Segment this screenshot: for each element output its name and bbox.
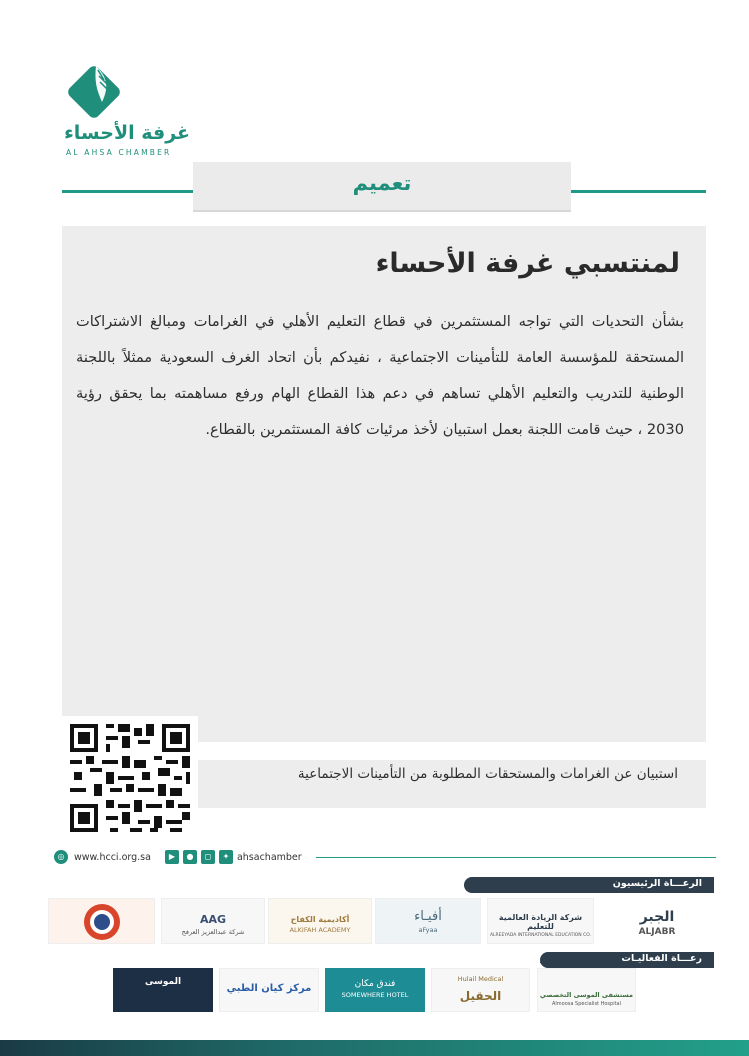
sponsor-name: شركة الريادة العالمية للتعليم <box>498 913 583 931</box>
logo-english-text: AL AHSA CHAMBER <box>66 148 172 157</box>
sponsor-name: AAG <box>199 913 227 926</box>
sponsor-sub: شركة عبدالعزيز العرفج <box>181 928 245 936</box>
circular-title-box <box>193 162 571 212</box>
circular-title: تعميم <box>352 171 412 195</box>
sponsor-sub: ALJABR <box>638 927 676 937</box>
event-sponsor-almousa <box>113 968 213 1012</box>
sponsor-name: أكاديمية الكفاح <box>290 915 350 924</box>
event-sponsor-kayan <box>219 968 319 1012</box>
sponsor-sub: SOMEWHERE HOTEL <box>341 991 409 999</box>
header-rule-left <box>62 190 194 193</box>
event-sponsor-almoosa <box>537 968 636 1012</box>
sponsor-name: فندق مكان <box>354 979 396 989</box>
social-handle[interactable]: ahsachamber <box>236 851 302 863</box>
sponsor-name: أفيـاء <box>414 909 442 924</box>
contact-divider <box>316 857 716 858</box>
instagram-icon[interactable]: ◻ <box>201 850 215 864</box>
survey-caption-box <box>198 760 706 808</box>
emblem-logo-icon <box>82 902 122 942</box>
sponsor-name: مركز كيان الطبي <box>226 983 312 994</box>
sponsor-name: الموسى <box>144 977 182 987</box>
sponsor-tile-afyaa <box>375 898 481 944</box>
sponsor-name: مستشفى الموسى التخصصي <box>539 991 634 999</box>
survey-qr-code[interactable] <box>62 716 198 840</box>
sponsor-sub: aFyaa <box>418 926 438 934</box>
sponsor-tile-aag <box>161 898 265 944</box>
globe-icon: ◎ <box>54 850 68 864</box>
event-sponsors-label: رعـــاة الفعاليـات <box>621 953 702 964</box>
sponsor-sub: ALKIFAH ACADEMY <box>289 926 351 934</box>
website-link[interactable]: www.hcci.org.sa <box>74 851 151 863</box>
qr-code-icon <box>66 720 194 836</box>
sponsor-name: الجبر <box>639 909 675 925</box>
palm-leaf-icon <box>66 62 126 122</box>
event-sponsor-somewhere <box>325 968 425 1012</box>
sponsor-tile-emblem <box>48 898 155 944</box>
sponsor-tile-alkifah <box>268 898 372 944</box>
twitter-icon[interactable]: ✦ <box>219 850 233 864</box>
youtube-icon[interactable]: ▶ <box>165 850 179 864</box>
announcement-body: بشأن التحديات التي تواجه المستثمرين في قطاع التعليم الأهلي في الغرامات ومبالغ الاشتراكات المستحقة للمؤسسة العامة للتأمينات الاجتماعية ، نفيدكم بأن اتحاد الغرف السعودية ممثلاً باللجنة الوطنية للتدريب والتعليم الأهلي تساهم في دعم هذا القطاع الهام ورفع مساهمته بما يحقق رؤية 2030 ، حيث قامت اللجنة بعمل استبيان لأخذ مرئيات كافة المستثمرين بالقطاع. <box>76 313 684 438</box>
event-sponsor-hulail <box>431 968 530 1012</box>
sponsor-tile-alreeyada <box>487 898 594 944</box>
contact-bar <box>54 848 302 866</box>
announcement-card <box>62 226 706 742</box>
sponsor-sub: Almoosa Specialist Hospital <box>551 1001 622 1007</box>
announcement-heading: لمنتسبي غرفة الأحساء <box>375 248 680 279</box>
sponsor-tile-aljabr <box>600 898 714 944</box>
survey-caption: استبيان عن الغرامات والمستحقات المطلوبة من التأمينات الاجتماعية <box>297 766 678 782</box>
sponsor-sub: ALREEYADA INTERNATIONAL EDUCATION CO. <box>489 933 592 938</box>
snapchat-icon[interactable]: ● <box>183 850 197 864</box>
main-sponsors-label: الرعـــاة الرئيسيون <box>612 878 702 889</box>
event-sponsors-header <box>540 952 714 968</box>
logo-arabic-text: غرفة الأحساء <box>64 122 190 144</box>
main-sponsors-header <box>464 877 714 893</box>
footer-band <box>0 1040 749 1056</box>
al-ahsa-chamber-logo <box>58 62 190 162</box>
sponsor-sub: Hulail Medical <box>457 975 504 983</box>
header-rule-right <box>570 190 706 193</box>
sponsor-name: الحقيل <box>459 989 502 1003</box>
